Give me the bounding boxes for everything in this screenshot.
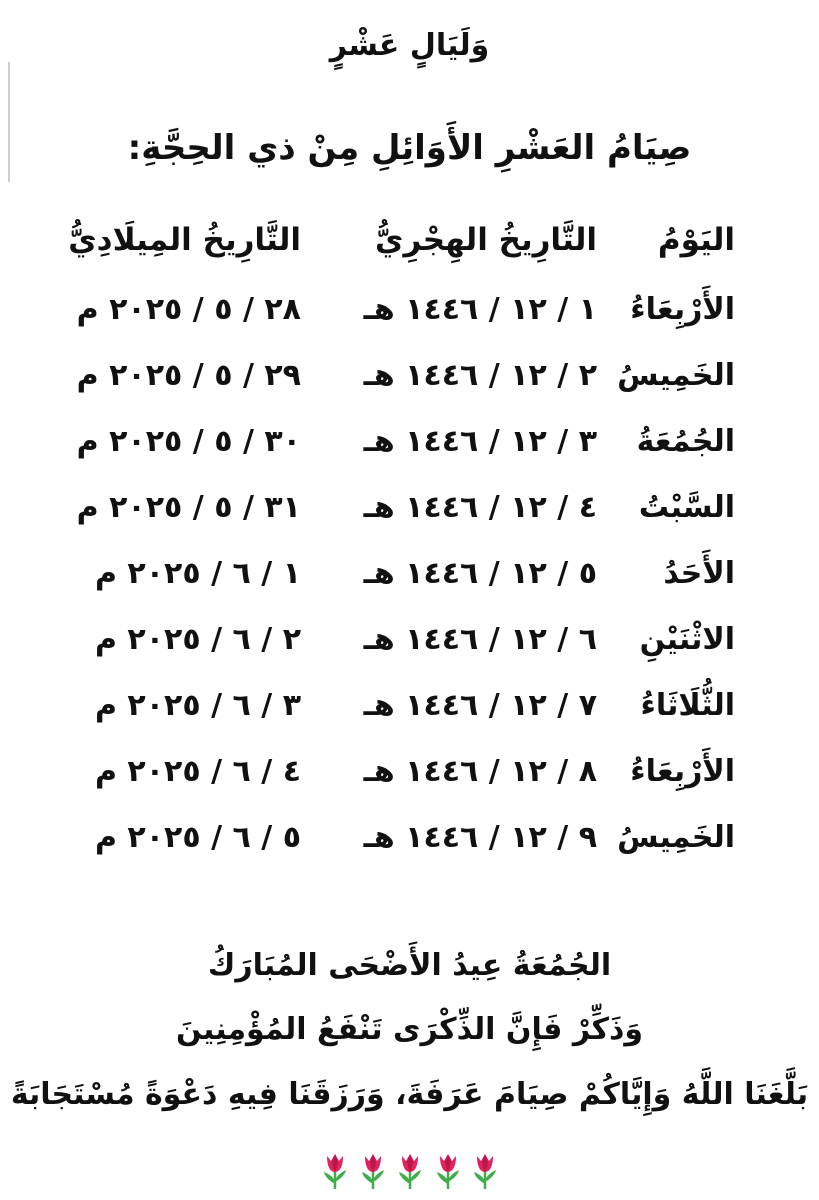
- row-gregorian-date: ٢٩ / ٥ / ٢٠٢٥ م: [76, 358, 301, 393]
- header-gregorian-date: التَّارِيخُ المِيلَادِيُّ: [68, 222, 301, 258]
- row-gregorian-date: ٣٠ / ٥ / ٢٠٢٥ م: [76, 424, 301, 459]
- tulip-icon: [470, 1150, 500, 1190]
- eid-announcement: الجُمُعَةُ عِيدُ الأَضْحَى المُبَارَكُ: [207, 948, 612, 983]
- row-day: الأَحَدُ: [663, 556, 735, 591]
- row-day: الأَرْبِعَاءُ: [630, 754, 735, 789]
- tulip-icon: [433, 1150, 463, 1190]
- closing-prayer: بَلَّغَنَا اللَّهُ وَإِيَّاكُمْ صِيَامَ عَرَفَةَ، وَرَزَقَنَا فِيهِ دَعْوَةً مُسْتَجَابَةً: [10, 1077, 809, 1112]
- row-gregorian-date: ٣ / ٦ / ٢٠٢٥ م: [94, 688, 301, 723]
- row-gregorian-date: ٤ / ٦ / ٢٠٢٥ م: [94, 754, 301, 789]
- row-day: الخَمِيسُ: [617, 358, 735, 393]
- row-hijri-date: ٩ / ١٢ / ١٤٤٦ هـ: [363, 820, 597, 855]
- row-hijri-date: ٨ / ١٢ / ١٤٤٦ هـ: [363, 754, 597, 789]
- tulip-icon: [395, 1150, 425, 1190]
- row-hijri-date: ٢ / ١٢ / ١٤٤٦ هـ: [363, 358, 597, 393]
- header-day: اليَوْمُ: [657, 222, 735, 258]
- table-row: [0, 820, 819, 880]
- tulip-decoration: [320, 1150, 500, 1190]
- row-gregorian-date: ٢ / ٦ / ٢٠٢٥ م: [94, 622, 301, 657]
- page-subtitle: صِيَامُ العَشْرِ الأَوَائِلِ مِنْ ذي الحِجَّةِ:: [127, 128, 692, 168]
- row-day: السَّبْتُ: [638, 490, 735, 525]
- tulip-icon: [320, 1150, 350, 1190]
- header-hijri-date: التَّارِيخُ الهِجْرِيُّ: [375, 222, 597, 258]
- table-row: [0, 292, 819, 352]
- row-gregorian-date: ٥ / ٦ / ٢٠٢٥ م: [94, 820, 301, 855]
- row-hijri-date: ٣ / ١٢ / ١٤٤٦ هـ: [363, 424, 597, 459]
- row-hijri-date: ٥ / ١٢ / ١٤٤٦ هـ: [363, 556, 597, 591]
- row-day: الأَرْبِعَاءُ: [630, 292, 735, 327]
- table-row: [0, 688, 819, 748]
- table-row: [0, 424, 819, 484]
- row-hijri-date: ١ / ١٢ / ١٤٤٦ هـ: [363, 292, 597, 327]
- table-row: [0, 358, 819, 418]
- reminder-verse: وَذَكِّرْ فَإِنَّ الذِّكْرَى تَنْفَعُ المُؤْمِنِينَ: [175, 1012, 644, 1047]
- row-gregorian-date: ٣١ / ٥ / ٢٠٢٥ م: [76, 490, 301, 525]
- table-row: [0, 490, 819, 550]
- row-day: الثُّلَاثَاءُ: [640, 688, 735, 723]
- tulip-icon: [358, 1150, 388, 1190]
- row-hijri-date: ٦ / ١٢ / ١٤٤٦ هـ: [363, 622, 597, 657]
- row-day: الجُمُعَةُ: [636, 424, 735, 459]
- table-row: [0, 754, 819, 814]
- table-header-row: [0, 222, 819, 282]
- page-title: وَلَيَالٍ عَشْرٍ: [329, 28, 490, 63]
- row-day: الخَمِيسُ: [617, 820, 735, 855]
- row-gregorian-date: ٢٨ / ٥ / ٢٠٢٥ م: [76, 292, 301, 327]
- row-day: الاثْنَيْنِ: [639, 622, 735, 657]
- row-hijri-date: ٤ / ١٢ / ١٤٤٦ هـ: [363, 490, 597, 525]
- row-gregorian-date: ١ / ٦ / ٢٠٢٥ م: [94, 556, 301, 591]
- table-row: [0, 556, 819, 616]
- row-hijri-date: ٧ / ١٢ / ١٤٤٦ هـ: [363, 688, 597, 723]
- table-row: [0, 622, 819, 682]
